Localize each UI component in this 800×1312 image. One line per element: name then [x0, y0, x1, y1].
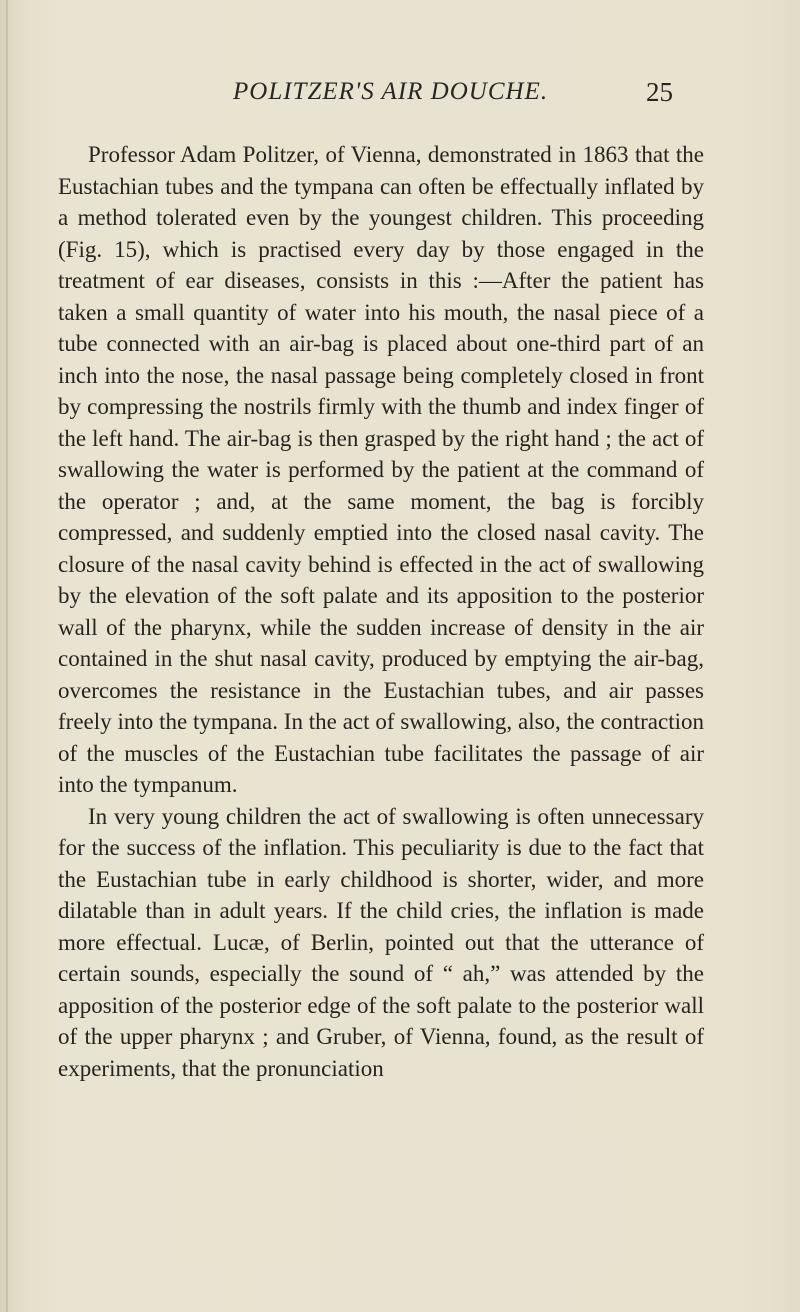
page-header — [0, 75, 800, 115]
page-number: 25 — [646, 77, 673, 107]
binding-gutter — [6, 0, 8, 1312]
paragraph-young-children: In very young children the act of swallowing is often unnecessary for the success of the inflation. This peculiarity is due to the fact that the Eustachian tube in early childhood is shorter, wider, and more dilatable than in adult years. If the child cries, the inflation is made more effectual. Lucæ, of Berlin, pointed out that the utterance of certain sounds, especially the sound of “ ah,” was attended by the apposition of the posterior edge of the soft palate to the posterior wall of the upper pharynx ; and Gruber, of Vienna, found, as the result of experiments, that the pronunciation — [58, 803, 704, 1081]
running-title: POLITZER'S AIR DOUCHE. — [233, 78, 549, 105]
paragraph-politzer-method: Professor Adam Politzer, of Vienna, demonstrated in 1863 that the Eustachian tubes and the tympana can often be effectually inflated by a method tolerated even by the youngest children. This proceeding (Fig. 15), which is practised every day by those engaged in the treatment of ear diseases, consists in this :—After the patient has taken a small quantity of water into his mouth, the nasal piece of a tube connected with an air-bag is placed about one-third part of an inch into the nose, the nasal passage being completely closed in front by compressing the nostrils firmly with the thumb and index finger of the left hand. The air-bag is then grasped by the right hand ; the act of swallowing the water is performed by the patient at the command of the operator ; and, at the same moment, the bag is forcibly compressed, and suddenly emptied into the closed nasal cavity. The closure of the nasal cavity behind is effected in the act of swallowing by the elevation of the soft palate and its apposition to the posterior wall of the pharynx, while the sudden increase of density in the air contained in the shut nasal cavity, produced by emptying the air-bag, overcomes the resistance in the Eustachian tubes, and air passes freely into the tympana. In the act of swallowing, also, the contraction of the muscles of the Eustachian tube facilitates the passage of air into the tympanum. — [58, 142, 704, 797]
body-text — [58, 139, 704, 1084]
